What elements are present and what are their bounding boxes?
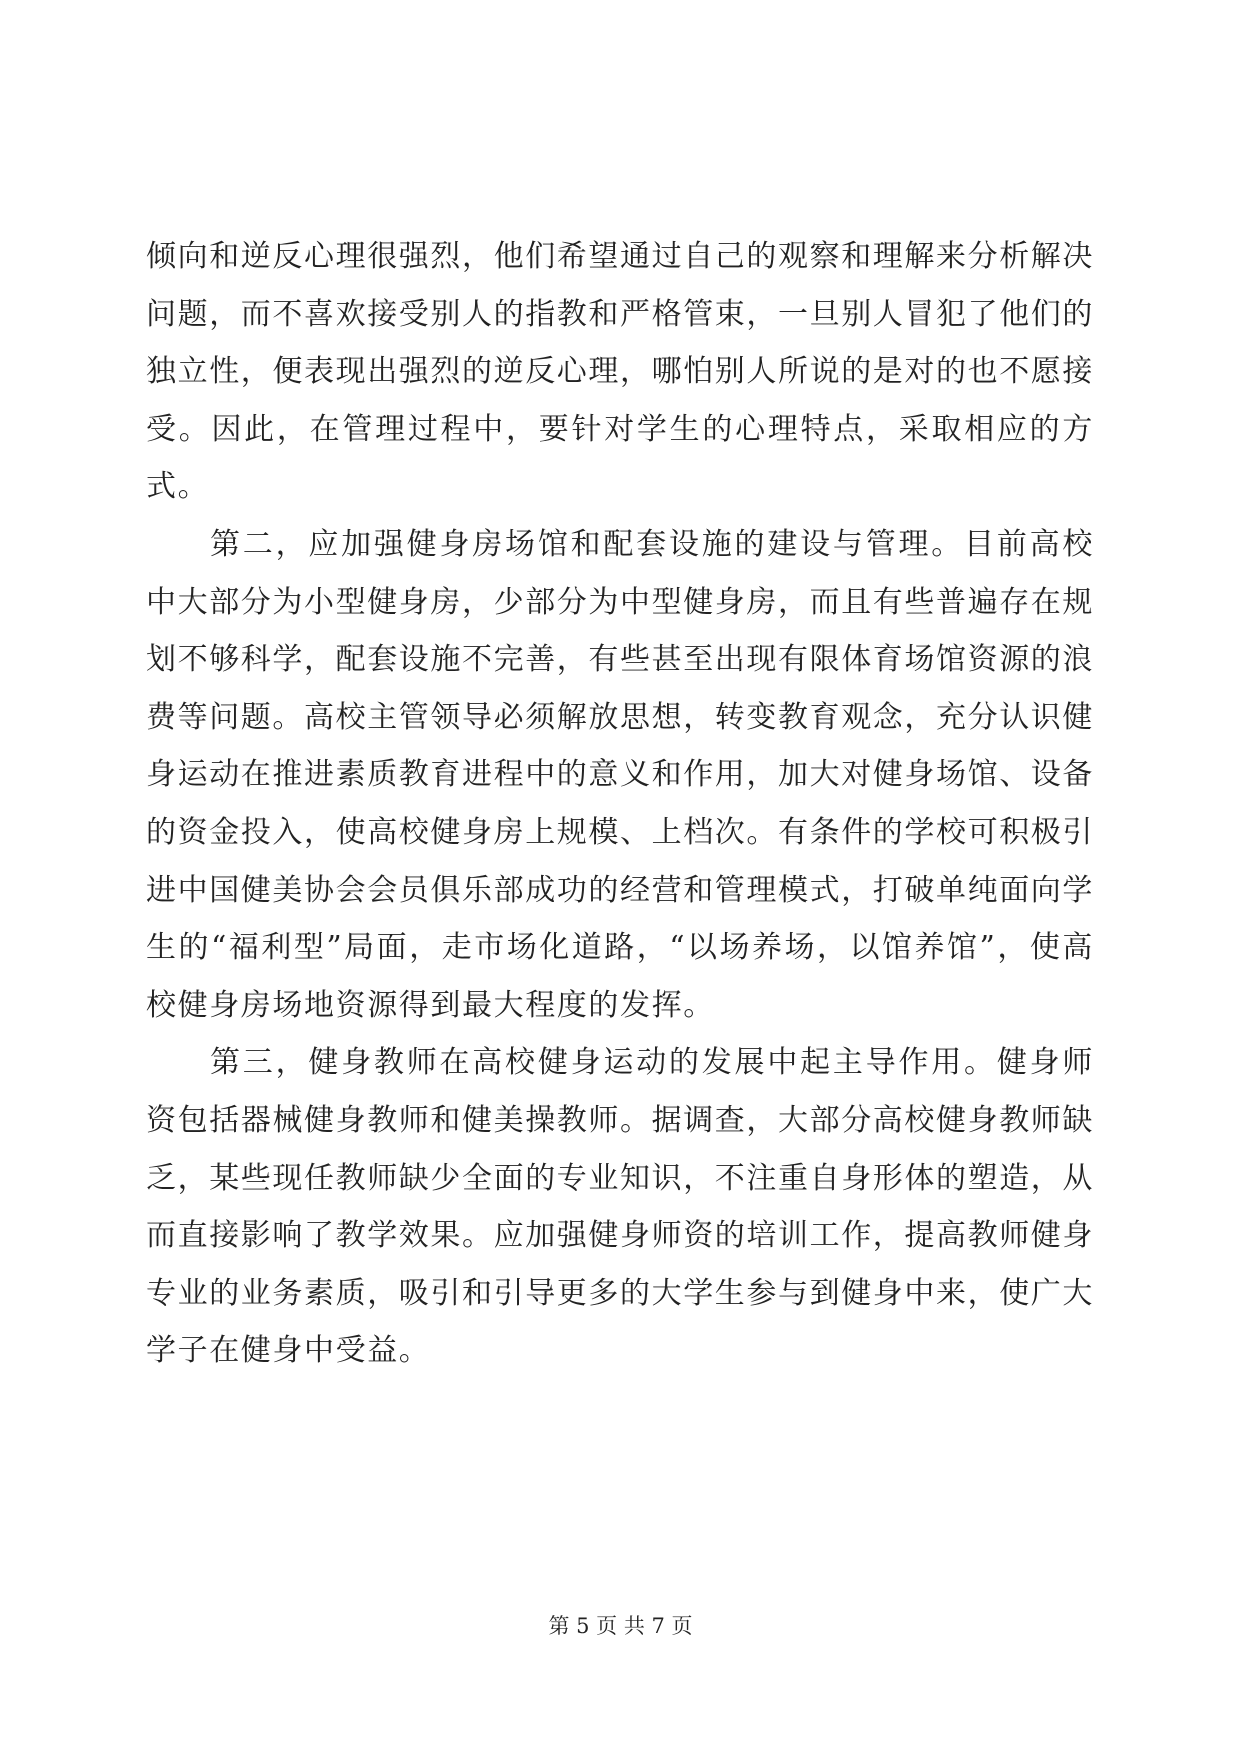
page-number-footer: 第 5 页 共 7 页 bbox=[548, 1614, 693, 1638]
paragraph-third-point: 第三，健身教师在高校健身运动的发展中起主导作用。健身师资包括器械健身教师和健美操教师。据调查，大部分高校健身教师缺乏，某些现任教师缺少全面的专业知识，不注重自身形体的塑造，从而直接影响了教学效果。应加强健身师资的培训工作，提高教师健身专业的业务素质，吸引和引导更多的大学生参与到健身中来，使广大学子在健身中受益。 bbox=[146, 1045, 1094, 1369]
paragraph-continuation: 倾向和逆反心理很强烈，他们希望通过自己的观察和理解来分析解决问题，而不喜欢接受别人的指教和严格管束，一旦别人冒犯了他们的独立性，便表现出强烈的逆反心理，哪怕别人所说的是对的也不愿接受。因此，在管理过程中，要针对学生的心理特点，采取相应的方式。 bbox=[146, 239, 1094, 505]
body-text bbox=[146, 228, 1094, 1380]
paragraph-second-point: 第二，应加强健身房场馆和配套设施的建设与管理。目前高校中大部分为小型健身房，少部分为中型健身房，而且有些普遍存在规划不够科学，配套设施不完善，有些甚至出现有限体育场馆资源的浪费等问题。高校主管领导必须解放思想，转变教育观念，充分认识健身运动在推进素质教育进程中的意义和作用，加大对健身场馆、设备的资金投入，使高校健身房上规模、上档次。有条件的学校可积极引进中国健美协会会员俱乐部成功的经营和管理模式，打破单纯面向学生的“福利型”局面，走市场化道路，“以场养场，以馆养馆”，使高校健身房场地资源得到最大程度的发挥。 bbox=[146, 526, 1094, 1023]
